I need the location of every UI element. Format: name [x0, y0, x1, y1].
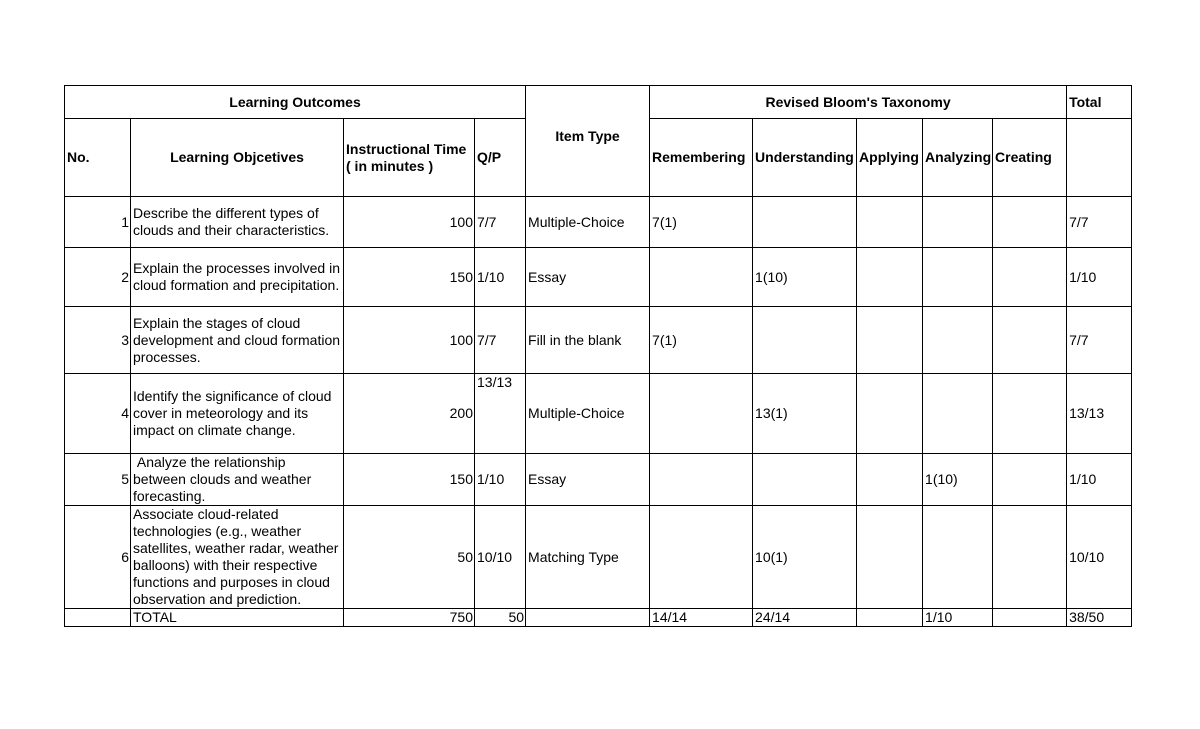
learning-objectives-header: Learning Objcetives — [131, 119, 344, 197]
remembering-value — [650, 248, 753, 307]
table-row — [65, 506, 1132, 609]
row-number: 1 — [65, 197, 131, 248]
row-total: 13/13 — [1067, 374, 1132, 454]
remembering-value — [650, 454, 753, 506]
remembering-value: 7(1) — [650, 197, 753, 248]
creating-value — [993, 307, 1067, 374]
total-creating — [993, 609, 1067, 627]
qp-value: 7/7 — [475, 307, 526, 374]
understanding-value: 1(10) — [753, 248, 857, 307]
analyzing-value — [923, 506, 993, 609]
understanding-value — [753, 197, 857, 248]
remembering-value — [650, 506, 753, 609]
table-row — [65, 307, 1132, 374]
instructional-time: 100 — [344, 307, 475, 374]
item-type: Matching Type — [526, 506, 650, 609]
applying-value — [857, 197, 923, 248]
grand-total: 38/50 — [1067, 609, 1132, 627]
qp-header: Q/P — [475, 119, 526, 197]
applying-header: Applying — [857, 119, 923, 197]
remembering-header: Remembering — [650, 119, 753, 197]
learning-objective: Explain the processes involved in cloud formation and precipitation. — [131, 248, 344, 307]
row-total: 10/10 — [1067, 506, 1132, 609]
row-total: 1/10 — [1067, 454, 1132, 506]
analyzing-header: Analyzing — [923, 119, 993, 197]
creating-value — [993, 506, 1067, 609]
analyzing-value — [923, 374, 993, 454]
learning-objective: Associate cloud-related technologies (e.g., weather satellites, weather radar, weather balloons) with their respective functions and purposes in cloud observation and prediction. — [131, 506, 344, 609]
item-type: Fill in the blank — [526, 307, 650, 374]
creating-value — [993, 454, 1067, 506]
total-subheader — [1067, 119, 1132, 197]
creating-header: Creating — [993, 119, 1067, 197]
row-total: 1/10 — [1067, 248, 1132, 307]
qp-value: 7/7 — [475, 197, 526, 248]
table-row — [65, 374, 1132, 454]
row-number: 3 — [65, 307, 131, 374]
total-row-number — [65, 609, 131, 627]
table-row — [65, 454, 1132, 506]
row-total: 7/7 — [1067, 307, 1132, 374]
no-header: No. — [65, 119, 131, 197]
understanding-header: Understanding — [753, 119, 857, 197]
instructional-time: 200 — [344, 374, 475, 454]
creating-value — [993, 374, 1067, 454]
total-understanding: 24/14 — [753, 609, 857, 627]
qp-value: 1/10 — [475, 454, 526, 506]
total-applying — [857, 609, 923, 627]
total-time: 750 — [344, 609, 475, 627]
creating-value — [993, 197, 1067, 248]
instructional-time: 150 — [344, 248, 475, 307]
qp-value: 10/10 — [475, 506, 526, 609]
header-row-1 — [65, 86, 1132, 119]
understanding-value: 13(1) — [753, 374, 857, 454]
applying-value — [857, 454, 923, 506]
table-row — [65, 197, 1132, 248]
creating-value — [993, 248, 1067, 307]
understanding-value: 10(1) — [753, 506, 857, 609]
row-number: 6 — [65, 506, 131, 609]
item-type: Multiple-Choice — [526, 197, 650, 248]
applying-value — [857, 307, 923, 374]
table-row — [65, 248, 1132, 307]
learning-objective: Explain the stages of cloud development and cloud formation processes. — [131, 307, 344, 374]
analyzing-value — [923, 307, 993, 374]
remembering-value — [650, 374, 753, 454]
item-type: Multiple-Choice — [526, 374, 650, 454]
qp-value: 13/13 — [475, 374, 526, 454]
total-item-type — [526, 609, 650, 627]
analyzing-value — [923, 248, 993, 307]
total-row — [65, 609, 1132, 627]
revised-blooms-header: Revised Bloom's Taxonomy — [650, 86, 1067, 119]
item-type: Essay — [526, 248, 650, 307]
row-total: 7/7 — [1067, 197, 1132, 248]
table-of-specifications — [64, 85, 1132, 627]
total-header: Total — [1067, 86, 1132, 119]
qp-value: 1/10 — [475, 248, 526, 307]
understanding-value — [753, 454, 857, 506]
instructional-time: 150 — [344, 454, 475, 506]
learning-objective: Describe the different types of clouds and their characteristics. — [131, 197, 344, 248]
row-number: 5 — [65, 454, 131, 506]
learning-objective: Analyze the relationship between clouds and weather forecasting. — [131, 454, 344, 506]
total-qp: 50 — [475, 609, 526, 627]
item-type-header: Item Type — [526, 86, 650, 197]
total-analyzing: 1/10 — [923, 609, 993, 627]
instructional-time: 100 — [344, 197, 475, 248]
row-number: 4 — [65, 374, 131, 454]
instructional-time: 50 — [344, 506, 475, 609]
applying-value — [857, 506, 923, 609]
applying-value — [857, 374, 923, 454]
analyzing-value: 1(10) — [923, 454, 993, 506]
analyzing-value — [923, 197, 993, 248]
remembering-value: 7(1) — [650, 307, 753, 374]
total-remembering: 14/14 — [650, 609, 753, 627]
learning-objective: Identify the significance of cloud cover in meteorology and its impact on climate change. — [131, 374, 344, 454]
understanding-value — [753, 307, 857, 374]
instructional-time-header: Instructional Time ( in minutes ) — [344, 119, 475, 197]
applying-value — [857, 248, 923, 307]
item-type: Essay — [526, 454, 650, 506]
total-label: TOTAL — [131, 609, 344, 627]
learning-outcomes-header: Learning Outcomes — [65, 86, 526, 119]
row-number: 2 — [65, 248, 131, 307]
